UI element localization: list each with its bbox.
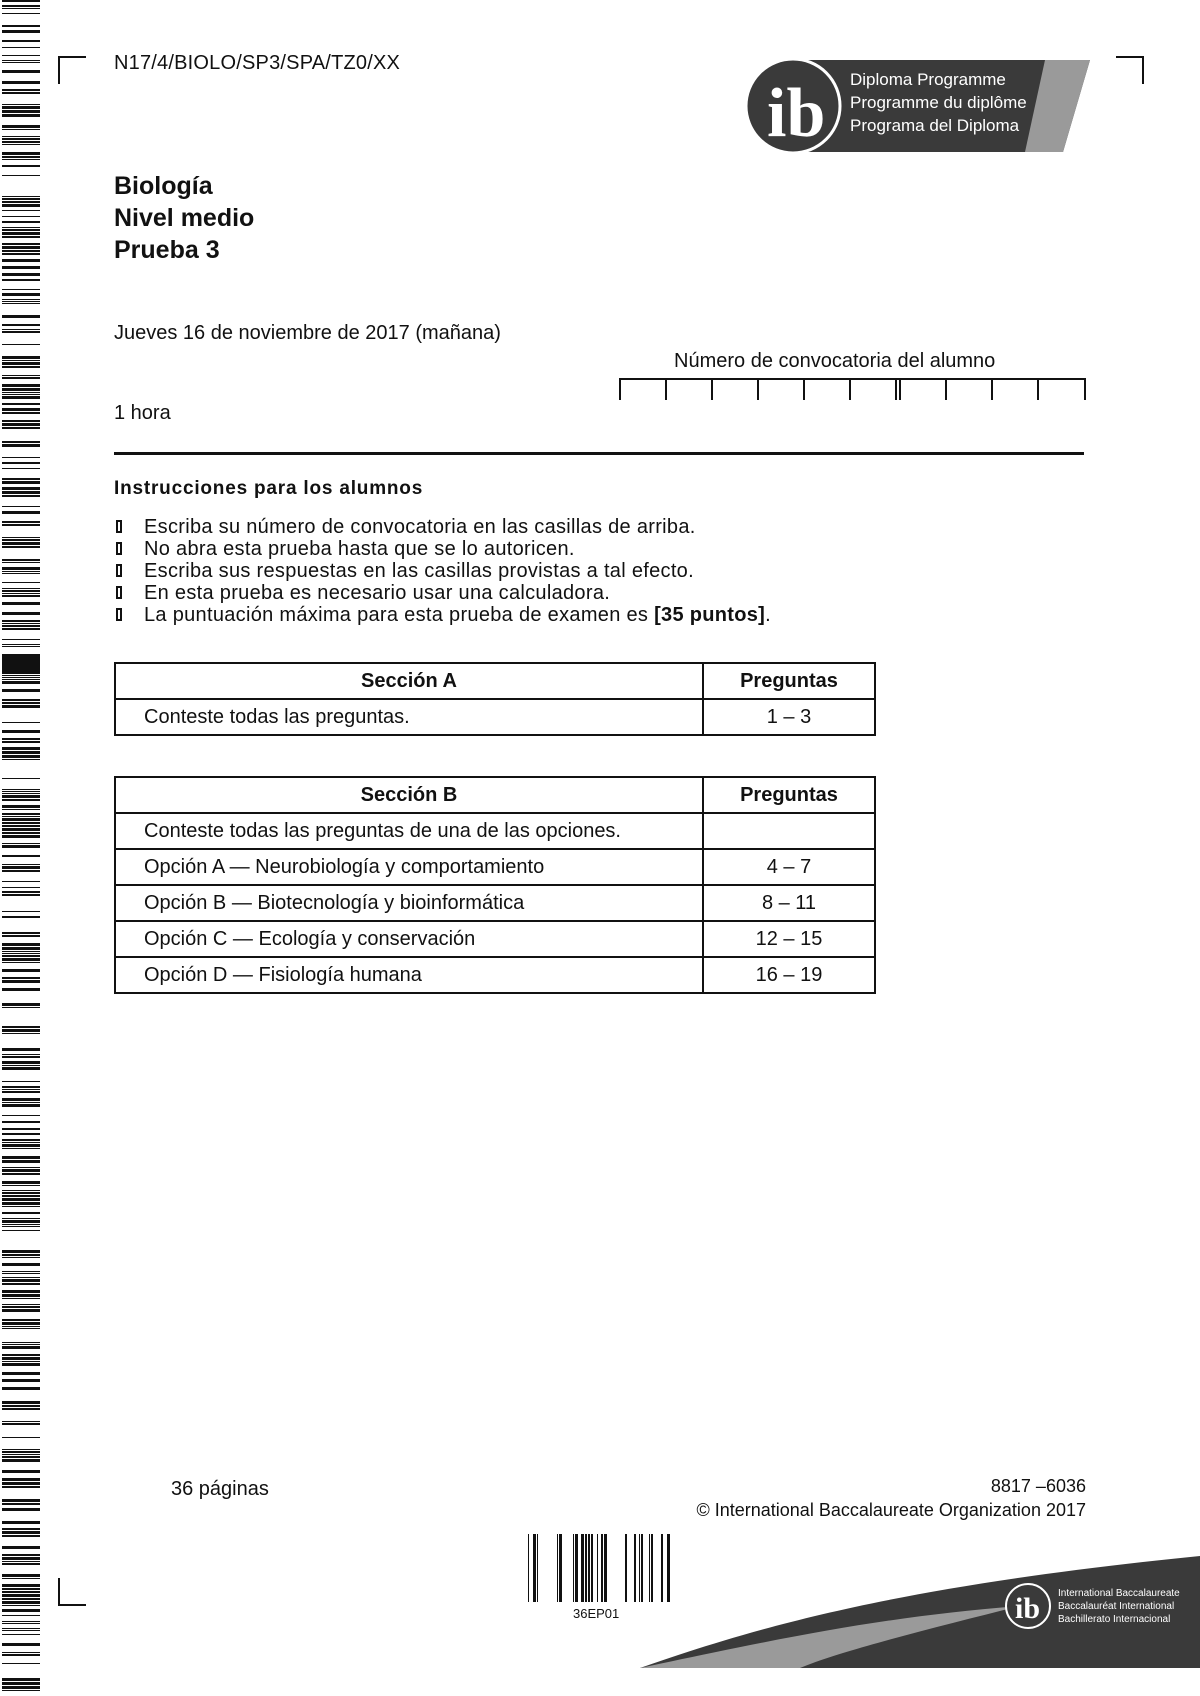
max-points-value: [35 puntos]: [654, 604, 766, 626]
row-questions: 1 – 3: [703, 699, 875, 735]
questions-header: Preguntas: [703, 777, 875, 813]
table-row: [115, 885, 875, 921]
candidate-number-label: Número de convocatoria del alumno: [674, 350, 996, 372]
section-b-table: [114, 776, 876, 994]
svg-text:ib: ib: [1015, 1592, 1041, 1625]
org-line-2: Baccalauréat International: [1058, 1601, 1175, 1612]
exam-date: Jueves 16 de noviembre de 2017 (mañana): [114, 322, 501, 344]
row-text: Opción D — Fisiología humana: [115, 957, 703, 993]
ib-footer-logo: [640, 1556, 1200, 1668]
table-header-row: [115, 777, 875, 813]
ib-diploma-logo: [745, 58, 1090, 154]
row-questions: 8 – 11: [703, 885, 875, 921]
org-line-3: Bachillerato Internacional: [1058, 1614, 1171, 1625]
row-text: Opción B — Biotecnología y bioinformática: [115, 885, 703, 921]
paper-code: 8817 –6036: [990, 1476, 1086, 1496]
section-a-table: [114, 662, 876, 736]
copyright: © International Baccalaureate Organization 2017: [696, 1500, 1086, 1520]
level-title: Nivel medio: [114, 204, 255, 232]
max-points-suffix: .: [765, 604, 771, 626]
table-row: [115, 957, 875, 993]
instructions-list: [114, 516, 771, 626]
subject-title: Biología: [114, 172, 213, 200]
side-barcode: [0, 0, 42, 1696]
row-text: Conteste todas las preguntas.: [115, 699, 703, 735]
ib-logo-icon: [767, 75, 825, 152]
instruction-item: En esta prueba es necesario usar una calculadora.: [114, 582, 771, 604]
logo-line-1: Diploma Programme: [850, 70, 1006, 89]
max-points-prefix: La puntuación máxima para esta prueba de examen es: [144, 604, 655, 626]
org-line-1: International Baccalaureate: [1058, 1588, 1180, 1599]
crop-mark-bottom-left: [58, 1578, 86, 1606]
row-questions: [703, 813, 875, 849]
logo-line-3: Programa del Diploma: [850, 116, 1020, 135]
header-divider: [114, 452, 1084, 455]
table-row: [115, 849, 875, 885]
row-text: Opción A — Neurobiología y comportamiento: [115, 849, 703, 885]
row-text: Opción C — Ecología y conservación: [115, 921, 703, 957]
page-count: 36 páginas: [171, 1478, 269, 1500]
section-b-header: Sección B: [115, 777, 703, 813]
row-questions: 12 – 15: [703, 921, 875, 957]
svg-text:ib: ib: [767, 75, 826, 152]
instruction-item: No abra esta prueba hasta que se lo autoricen.: [114, 538, 771, 560]
instructions-heading: Instrucciones para los alumnos: [114, 478, 424, 499]
instruction-item: Escriba su número de convocatoria en las casillas de arriba.: [114, 516, 771, 538]
section-a-header: Sección A: [115, 663, 703, 699]
ib-logo-icon: [1015, 1592, 1040, 1625]
crop-mark-top-left: [58, 56, 86, 84]
paper-reference-code: N17/4/BIOLO/SP3/SPA/TZ0/XX: [114, 52, 401, 74]
table-row: [115, 813, 875, 849]
paper-title: Prueba 3: [114, 236, 220, 264]
table-header-row: [115, 663, 875, 699]
logo-line-2: Programme du diplôme: [850, 93, 1027, 112]
candidate-number-boxes[interactable]: [619, 378, 1087, 402]
row-text: Conteste todas las preguntas de una de las opciones.: [115, 813, 703, 849]
row-questions: 4 – 7: [703, 849, 875, 885]
instruction-item: Escriba sus respuestas en las casillas provistas a tal efecto.: [114, 560, 771, 582]
barcode-label: 36EP01: [573, 1606, 620, 1621]
exam-duration: 1 hora: [114, 402, 171, 424]
instruction-item-max-points: [114, 604, 771, 626]
table-row: [115, 921, 875, 957]
row-questions: 16 – 19: [703, 957, 875, 993]
questions-header: Preguntas: [703, 663, 875, 699]
crop-mark-top-right: [1116, 56, 1144, 84]
table-row: [115, 699, 875, 735]
